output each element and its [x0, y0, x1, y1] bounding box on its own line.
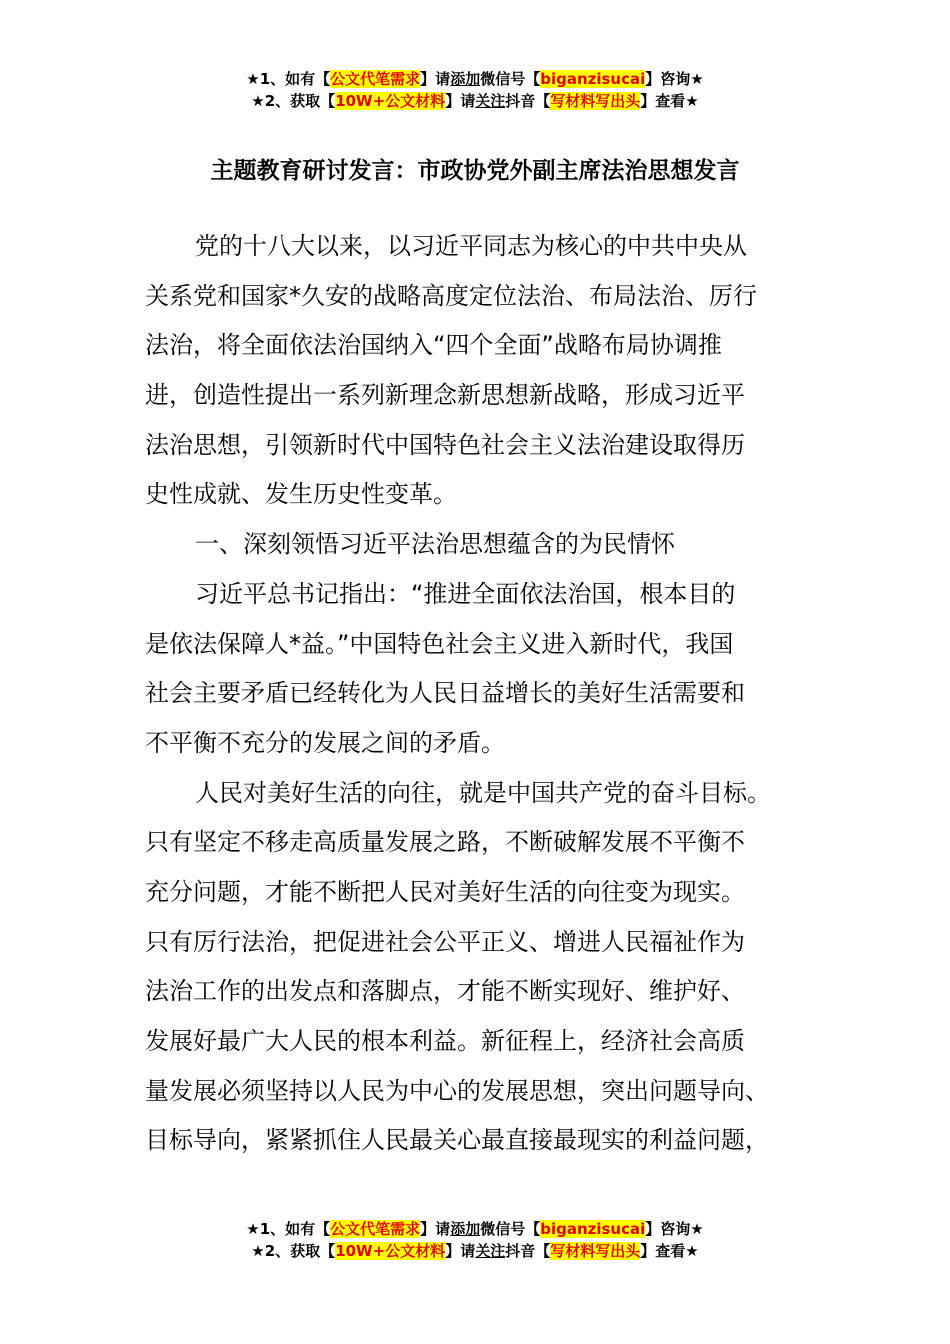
- paragraph-line: 量发展必须坚持以人民为中心的发展思想，突出问题导向、: [145, 1076, 769, 1105]
- banner-line-2: ★2、获取【10W+公文材料】请关注抖音【写材料写出头】查看★: [251, 1242, 699, 1260]
- document-body: [145, 222, 815, 1166]
- banner-highlight: 公文代笔需求: [330, 1220, 421, 1238]
- section-heading: 一、深刻领悟习近平法治思想蕴含的为民情怀: [195, 530, 675, 559]
- banner-highlight: 写材料写出头: [550, 92, 641, 110]
- paragraph-line: 人民对美好生活的向往，就是中国共产党的奋斗目标。: [195, 778, 771, 807]
- paragraph-line: 史性成就、发生历史性变革。: [145, 480, 457, 509]
- header-banner: [0, 68, 950, 112]
- footer-banner: [0, 1218, 950, 1262]
- banner-highlight: biganzisucai: [540, 1220, 646, 1238]
- paragraph-line: 目标导向，紧紧抓住人民最关心最直接最现实的利益问题，: [145, 1126, 769, 1155]
- paragraph-line: 党的十八大以来，以习近平同志为核心的中共中央从: [195, 232, 747, 260]
- paragraph-line: 习近平总书记指出：“推进全面依法治国，根本目的: [195, 579, 736, 608]
- paragraph-line: 进，创造性提出一系列新理念新思想新战略，形成习近平: [145, 381, 745, 410]
- paragraph-line: 发展好最广大人民的根本利益。新征程上，经济社会高质: [145, 1027, 745, 1055]
- document-title: 主题教育研讨发言：市政协党外副主席法治思想发言: [210, 158, 740, 184]
- banner-highlight: 写材料写出头: [550, 1242, 641, 1260]
- paragraph-line: 只有厉行法治，把促进社会公平正义、增进人民福祉作为: [145, 927, 745, 956]
- paragraph-line: 是依法保障人*益。”中国特色社会主义进入新时代，我国: [145, 629, 734, 658]
- banner-highlight: 10W+公文材料: [335, 92, 446, 110]
- paragraph-line: 不平衡不充分的发展之间的矛盾。: [145, 728, 505, 757]
- banner-highlight: biganzisucai: [540, 70, 646, 88]
- paragraph-line: 关系党和国家*久安的战略高度定位法治、布局法治、厉行: [145, 281, 757, 310]
- paragraph-line: 法治思想，引领新时代中国特色社会主义法治建设取得历: [145, 430, 745, 459]
- paragraph-line: 法治，将全面依法治国纳入“四个全面”战略布局协调推: [145, 331, 722, 360]
- banner-highlight: 公文代笔需求: [330, 70, 421, 88]
- paragraph-line: 只有坚定不移走高质量发展之路，不断破解发展不平衡不: [145, 828, 745, 857]
- banner-line-1: ★1、如有【公文代笔需求】请添加微信号【biganzisucai】咨询★: [246, 70, 704, 88]
- banner-line-2: ★2、获取【10W+公文材料】请关注抖音【写材料写出头】查看★: [251, 92, 699, 110]
- banner-line-1: ★1、如有【公文代笔需求】请添加微信号【biganzisucai】咨询★: [246, 1220, 704, 1238]
- banner-highlight: 10W+公文材料: [335, 1242, 446, 1260]
- paragraph-line: 法治工作的出发点和落脚点，才能不断实现好、维护好、: [145, 977, 745, 1006]
- paragraph-line: 社会主要矛盾已经转化为人民日益增长的美好生活需要和: [145, 679, 745, 708]
- paragraph-line: 充分问题，才能不断把人民对美好生活的向往变为现实。: [145, 877, 745, 906]
